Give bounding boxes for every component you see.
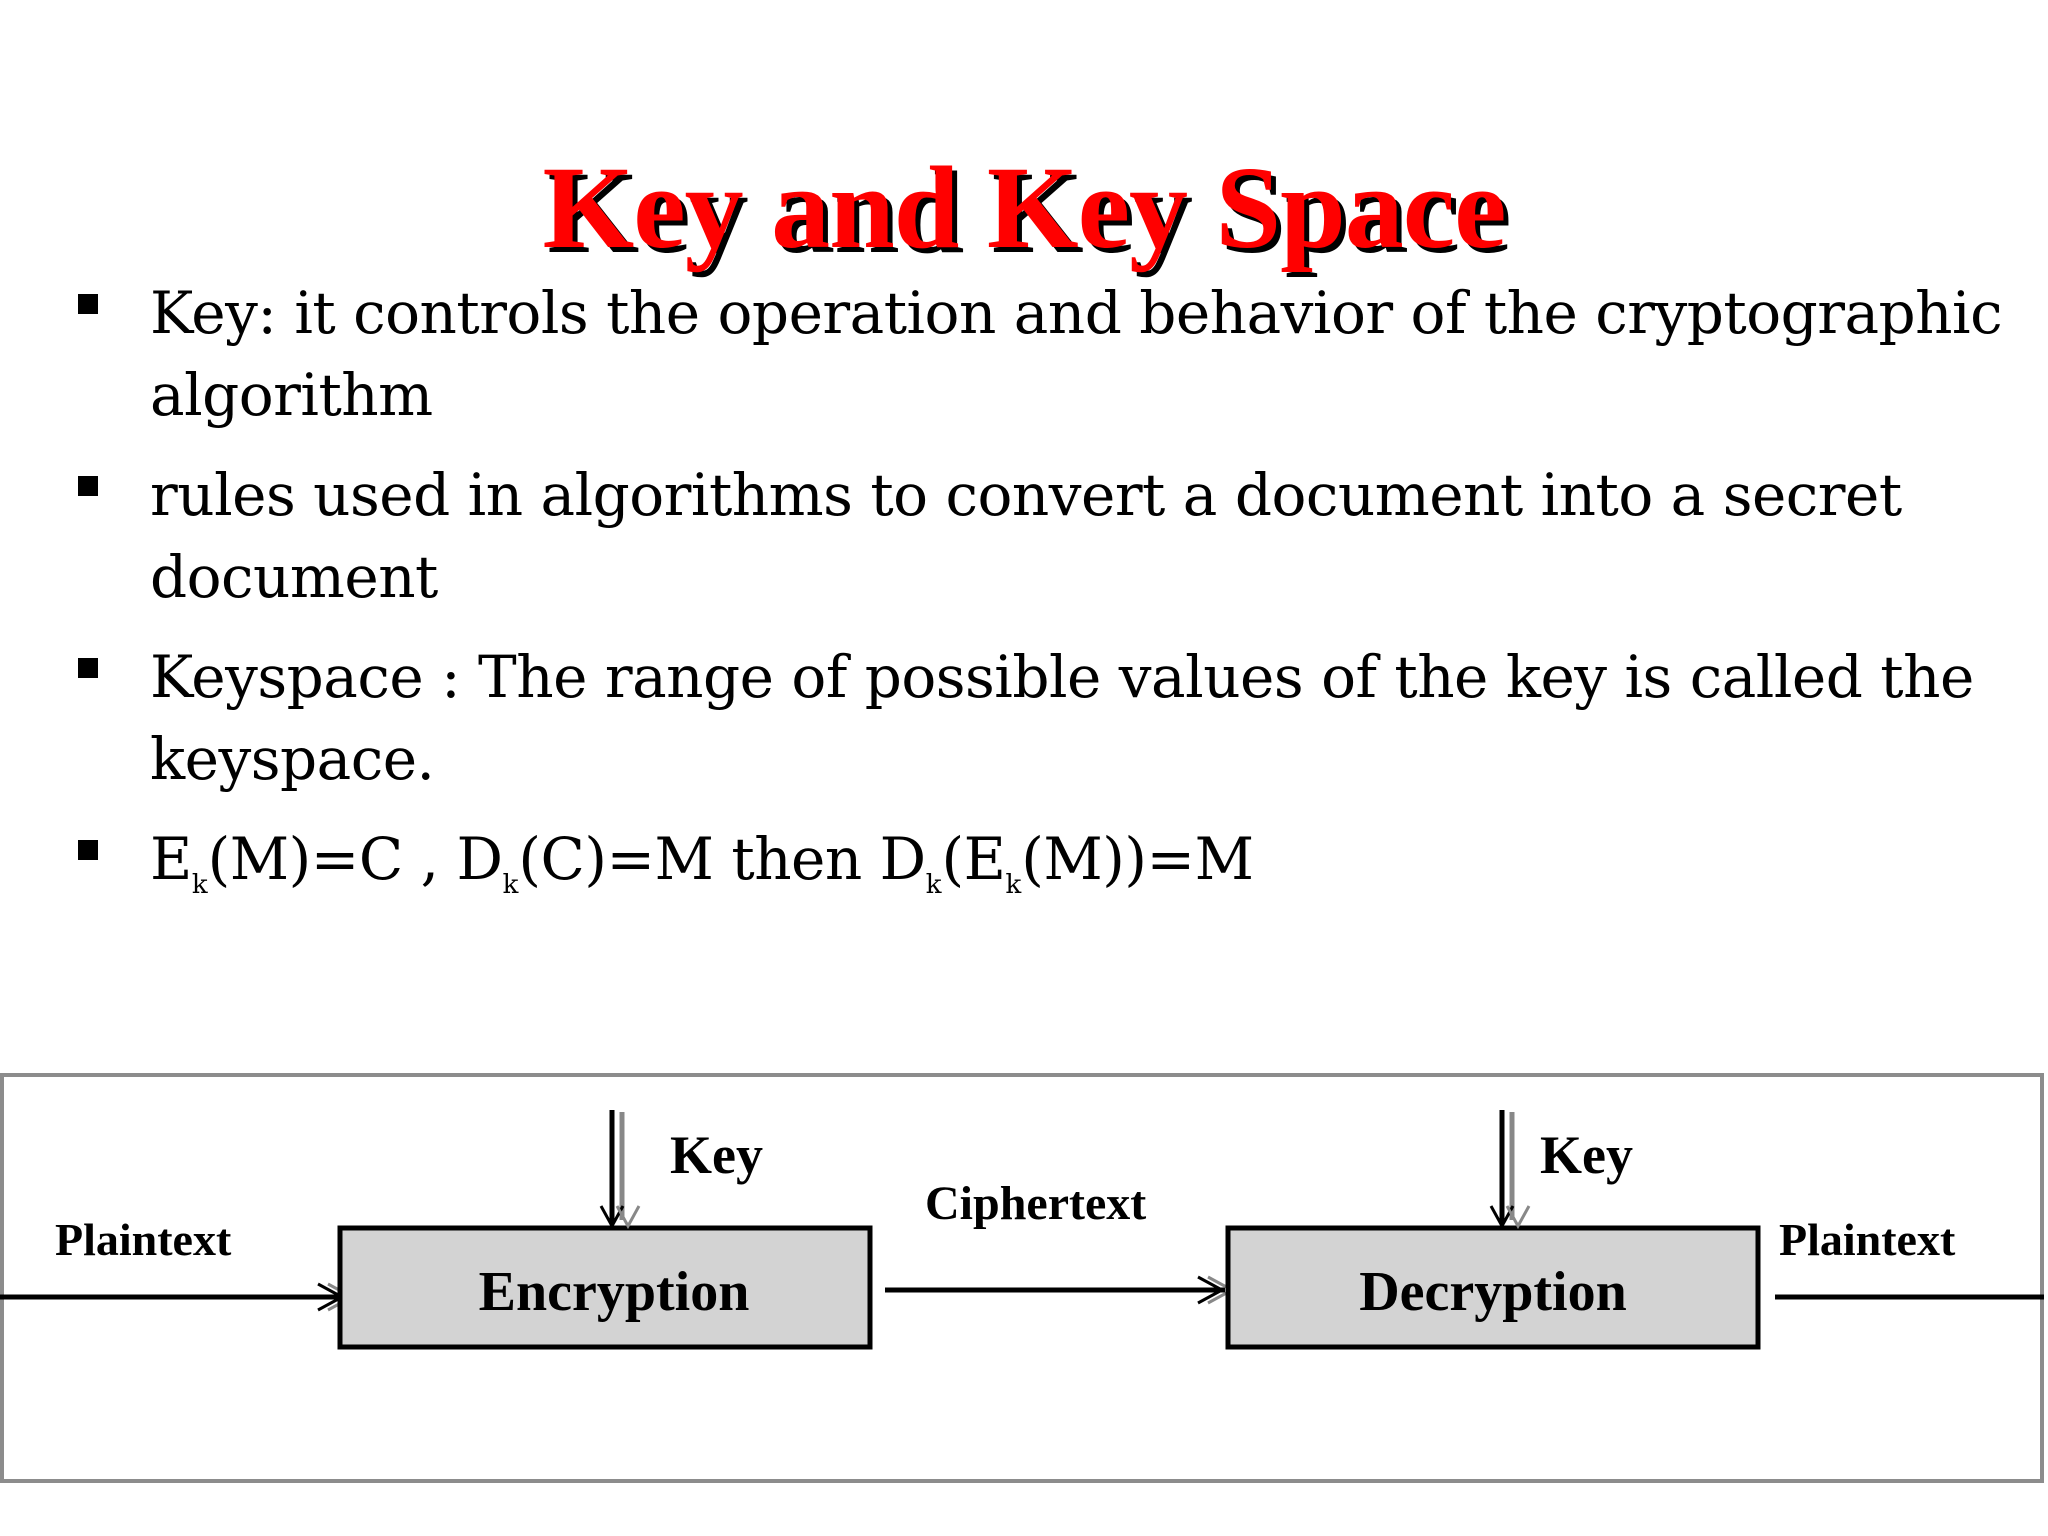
plaintext-out-label: Plaintext	[1779, 1214, 1956, 1265]
bullet-text: rules used in algorithms to convert a document into a secret document	[150, 461, 1902, 611]
bullet-text: Keyspace : The range of possible values of the key is called the keyspace.	[150, 643, 1974, 793]
formula-part: (	[941, 825, 964, 893]
formula-e: E	[963, 825, 1006, 893]
decryption-label: Decryption	[1359, 1261, 1627, 1323]
formula-sub: k	[502, 870, 519, 900]
ciphertext-label: Ciphertext	[925, 1177, 1147, 1230]
key-dec-label: Key	[1540, 1125, 1633, 1185]
formula-part: (M))=M	[1021, 825, 1254, 893]
formula-sub: k	[191, 870, 208, 900]
formula-part: (M)=C ,	[207, 825, 457, 893]
plaintext-in-label: Plaintext	[55, 1214, 232, 1265]
formula-sub: k	[1005, 870, 1022, 900]
key-enc-label: Key	[670, 1125, 763, 1185]
formula-d: D	[456, 825, 503, 893]
bullet-text: Key: it controls the operation and behavior of the cryptographic algorithm	[150, 279, 2003, 429]
formula-part: (C)=M then	[518, 825, 880, 893]
slide-title-text: Key and Key Space	[542, 142, 1506, 274]
encryption-label: Encryption	[478, 1261, 750, 1323]
formula-d: D	[879, 825, 926, 893]
formula-e: E	[150, 825, 192, 893]
formula-sub: k	[925, 870, 942, 900]
